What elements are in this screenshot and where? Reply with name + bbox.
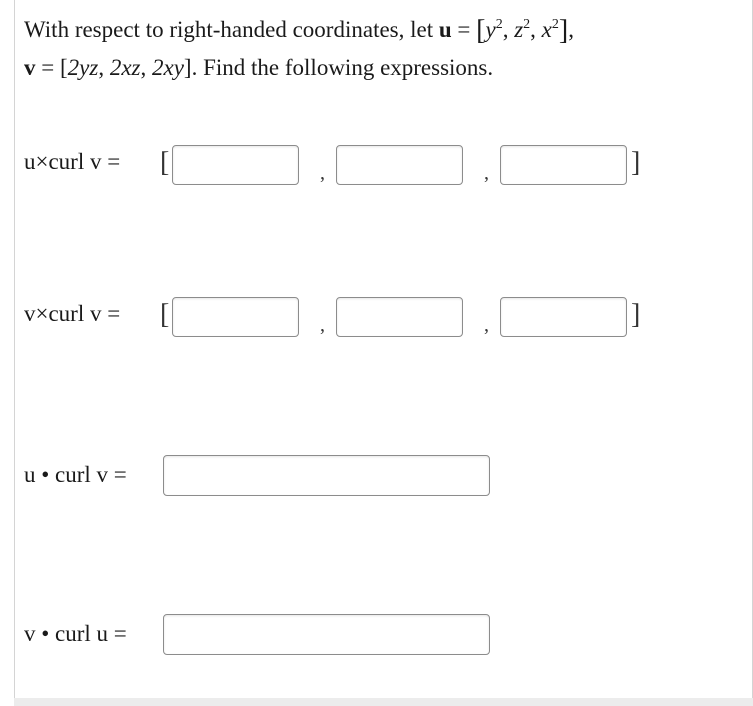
- q2-comma-2: ,: [484, 314, 489, 336]
- prompt-equals: =: [457, 17, 471, 42]
- prompt-line-1: [24, 14, 574, 45]
- u-component-1: y: [485, 17, 496, 42]
- q1-input-3[interactable]: [500, 145, 627, 185]
- q3-input[interactable]: [163, 455, 490, 496]
- q1-close-bracket: ]: [631, 147, 641, 178]
- q1-comma-2: ,: [484, 162, 489, 184]
- v-symbol: v: [24, 55, 36, 80]
- u-exp-3: 2: [551, 17, 559, 32]
- q4-label: v • curl u =: [24, 621, 127, 646]
- question-panel: [14, 0, 753, 698]
- u-component-3: x: [541, 17, 552, 42]
- u-component-2: z: [514, 17, 524, 42]
- q2-input-2[interactable]: [336, 297, 463, 337]
- q2-label: v×curl v =: [24, 301, 121, 326]
- q1-input-2[interactable]: [336, 145, 463, 185]
- q2-open-bracket: [: [160, 299, 170, 330]
- q1-label: u×curl v =: [24, 149, 121, 174]
- q3-label: u • curl v =: [24, 462, 127, 487]
- q2-close-bracket: ]: [631, 299, 641, 330]
- v-component-3: 2xy: [152, 55, 184, 80]
- u-open-bracket: [: [476, 15, 486, 46]
- u-symbol: u: [438, 17, 452, 42]
- v-component-1: 2yz: [67, 55, 99, 80]
- u-close-bracket: ]: [558, 15, 569, 46]
- q1-open-bracket: [: [160, 147, 170, 178]
- q1-input-1[interactable]: [172, 145, 299, 185]
- v-open-bracket: [: [59, 55, 68, 80]
- v-sep-1: ,: [98, 55, 105, 80]
- v-component-2: 2xz: [109, 55, 141, 80]
- q2-input-3[interactable]: [500, 297, 627, 337]
- u-sep-1: ,: [502, 17, 509, 42]
- q4-input[interactable]: [163, 614, 490, 655]
- prompt-equals-2: =: [41, 55, 55, 80]
- u-exp-2: 2: [523, 17, 531, 32]
- q2-input-1[interactable]: [172, 297, 299, 337]
- v-sep-2: ,: [140, 55, 147, 80]
- u-trailing-comma: ,: [568, 17, 574, 42]
- panel-footer-bar: [14, 698, 753, 706]
- prompt-intro: With respect to right-handed coordinates, let: [24, 17, 434, 42]
- u-exp-1: 2: [495, 17, 503, 32]
- v-close-bracket: ]: [183, 55, 192, 80]
- q2-comma-1: ,: [320, 314, 325, 336]
- u-sep-2: ,: [530, 17, 536, 42]
- q1-comma-1: ,: [320, 162, 325, 184]
- prompt-instruction: Find the following expressions.: [203, 55, 494, 80]
- prompt-line-2: v = [2yz, 2xz, 2xy]. Find the following expressions.: [24, 55, 494, 80]
